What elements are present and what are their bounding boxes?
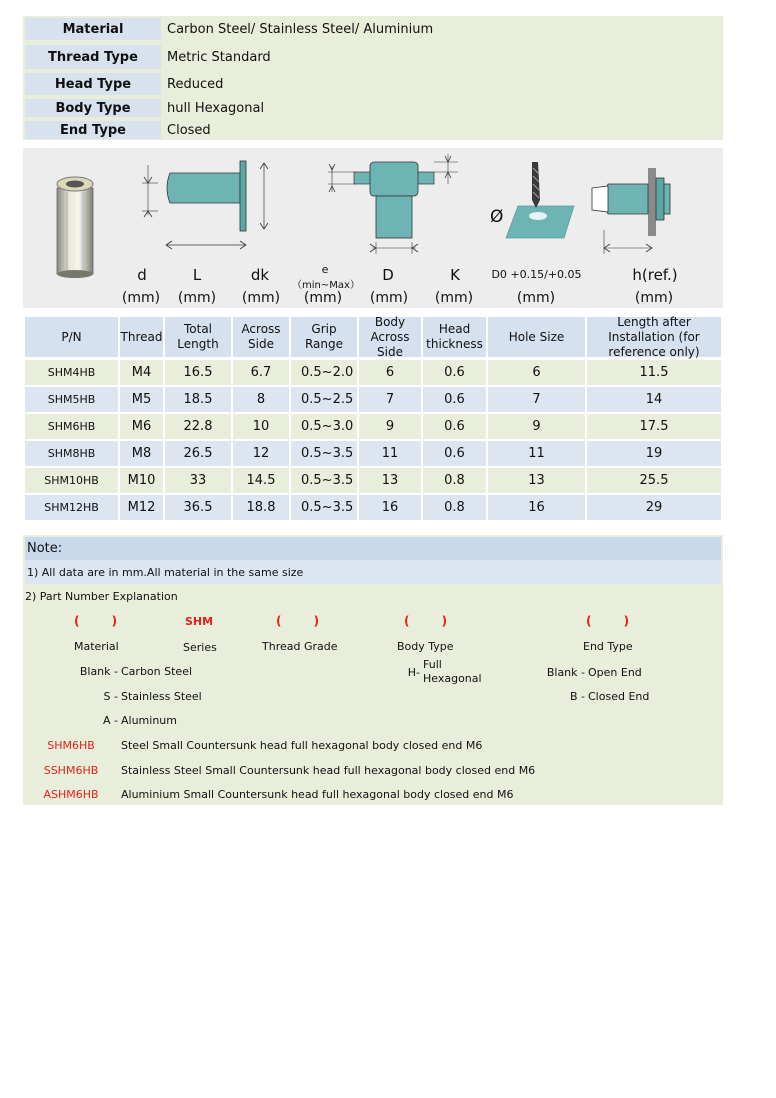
symbol-h-ref: h(ref.) <box>632 266 678 284</box>
symbol-K: K <box>450 266 460 284</box>
end-code-blank: Blank - <box>546 666 585 679</box>
cell-head-thickness: 0.6 <box>423 441 486 466</box>
col-header-thread: Thread <box>120 317 163 357</box>
pn-slot-body-type: ( ) <box>404 614 462 628</box>
cell-body-across-side: 11 <box>359 441 421 466</box>
unit-l: (mm) <box>177 290 217 306</box>
pn-series-code: SHM <box>185 615 214 628</box>
pn-slot-end-type: ( ) <box>586 614 644 628</box>
cell-grip-range: 0.5~3.5 <box>291 441 357 466</box>
cell-head-thickness: 0.6 <box>423 387 486 412</box>
cell-hole-size: 7 <box>488 387 585 412</box>
pn-slot-material: ( ) <box>74 614 132 628</box>
unit-hole: (mm) <box>516 290 556 306</box>
spec-label-head-type: Head Type <box>25 73 161 95</box>
cell-total-length: 33 <box>165 468 231 493</box>
cell-grip-range: 0.5~3.5 <box>291 468 357 493</box>
col-header-hole-size: Hole Size <box>488 317 585 357</box>
cell-grip-range: 0.5~2.0 <box>291 360 357 385</box>
caption-series: Series <box>183 641 217 654</box>
material-code-a: A - <box>103 714 118 727</box>
example-text-2: Stainless Steel Small Countersunk head full hexagonal body closed end M6 <box>121 764 536 777</box>
spec-value-thread-type: Metric Standard <box>167 49 271 65</box>
example-pn-2: SSHM6HB <box>43 764 99 777</box>
spec-label-thread-type: Thread Type <box>25 45 161 69</box>
cell-length-after-install: 17.5 <box>587 414 721 439</box>
cell-thread: M4 <box>120 360 163 385</box>
cell-body-across-side: 7 <box>359 387 421 412</box>
cell-body-across-side: 6 <box>359 360 421 385</box>
installed-view-diagram <box>590 168 720 258</box>
material-text-carbon: Carbon Steel <box>121 665 193 678</box>
cell-across-side: 12 <box>233 441 289 466</box>
col-header-length-after-install: Length after Installation (for reference only) <box>587 317 721 357</box>
cell-across-side: 8 <box>233 387 289 412</box>
symbol-diameter: Ø <box>490 207 504 227</box>
spec-label-body-type: Body Type <box>25 99 161 117</box>
col-header-head-thickness: Head thickness <box>423 317 486 357</box>
cell-body-across-side: 16 <box>359 495 421 520</box>
cell-total-length: 16.5 <box>165 360 231 385</box>
side-view-diagram <box>130 155 285 260</box>
col-header-pn: P/N <box>25 317 118 357</box>
unit-e: (mm) <box>303 290 343 306</box>
cell-grip-range: 0.5~3.5 <box>291 495 357 520</box>
cell-pn: SHM8HB <box>25 441 118 466</box>
cell-head-thickness: 0.8 <box>423 495 486 520</box>
symbol-l: L <box>192 266 202 284</box>
cell-hole-size: 13 <box>488 468 585 493</box>
cell-thread: M8 <box>120 441 163 466</box>
caption-thread-grade: Thread Grade <box>262 640 338 653</box>
body-code-h: H- <box>407 666 420 679</box>
unit-K: (mm) <box>434 290 474 306</box>
note-line-2: 2) Part Number Explanation <box>25 590 178 603</box>
cell-hole-size: 9 <box>488 414 585 439</box>
spec-label-material: Material <box>25 18 161 40</box>
cell-hole-size: 16 <box>488 495 585 520</box>
spec-value-material: Carbon Steel/ Stainless Steel/ Aluminium <box>167 21 434 37</box>
cell-across-side: 18.8 <box>233 495 289 520</box>
cell-pn: SHM10HB <box>25 468 118 493</box>
caption-body-type: Body Type <box>397 640 454 653</box>
cell-pn: SHM4HB <box>25 360 118 385</box>
cell-hole-size: 11 <box>488 441 585 466</box>
note-title: Note: <box>25 537 721 560</box>
example-pn-3: ASHM6HB <box>43 788 99 801</box>
material-text-stainless: Stainless Steel <box>121 690 202 703</box>
cell-grip-range: 0.5~3.0 <box>291 414 357 439</box>
spec-value-head-type: Reduced <box>167 76 224 92</box>
symbol-d0: D0 +0.15/+0.05 <box>491 268 582 281</box>
unit-D: (mm) <box>369 290 409 306</box>
end-code-b: B - <box>569 690 585 703</box>
col-header-total-length: Total Length <box>165 317 231 357</box>
cell-total-length: 26.5 <box>165 441 231 466</box>
cell-length-after-install: 25.5 <box>587 468 721 493</box>
cell-body-across-side: 13 <box>359 468 421 493</box>
cell-length-after-install: 29 <box>587 495 721 520</box>
caption-material: Material <box>74 640 119 653</box>
cell-grip-range: 0.5~2.5 <box>291 387 357 412</box>
end-text-closed: Closed End <box>588 690 650 703</box>
cell-across-side: 6.7 <box>233 360 289 385</box>
cell-length-after-install: 19 <box>587 441 721 466</box>
cell-length-after-install: 11.5 <box>587 360 721 385</box>
col-header-grip-range: Grip Range <box>291 317 357 357</box>
symbol-e: e <box>321 263 329 276</box>
cell-across-side: 10 <box>233 414 289 439</box>
cell-body-across-side: 9 <box>359 414 421 439</box>
install-view-diagram <box>322 152 472 260</box>
symbol-D: D <box>382 266 394 284</box>
cell-total-length: 36.5 <box>165 495 231 520</box>
spec-value-end-type: Closed <box>167 122 211 138</box>
cell-head-thickness: 0.6 <box>423 360 486 385</box>
cell-head-thickness: 0.8 <box>423 468 486 493</box>
symbol-d: d <box>137 266 147 284</box>
rivet-nut-photo <box>45 170 105 282</box>
cell-thread: M6 <box>120 414 163 439</box>
symbol-dk: dk <box>250 266 270 284</box>
cell-across-side: 14.5 <box>233 468 289 493</box>
cell-thread: M12 <box>120 495 163 520</box>
material-code-blank: Blank - <box>79 665 118 678</box>
cell-total-length: 18.5 <box>165 387 231 412</box>
cell-pn: SHM6HB <box>25 414 118 439</box>
col-header-across-side: Across Side <box>233 317 289 357</box>
example-text-1: Steel Small Countersunk head full hexagonal body closed end M6 <box>121 739 483 752</box>
pn-slot-thread-grade: ( ) <box>276 614 334 628</box>
end-text-open: Open End <box>588 666 642 679</box>
body-text-full-hexagonal: Full Hexagonal <box>423 658 482 684</box>
unit-h: (mm) <box>634 290 674 306</box>
example-pn-1: SHM6HB <box>47 739 95 752</box>
cell-pn: SHM12HB <box>25 495 118 520</box>
material-code-s: S - <box>103 690 118 703</box>
symbol-e-range: （min~Max） <box>292 280 360 291</box>
caption-end-type: End Type <box>583 640 633 653</box>
cell-length-after-install: 14 <box>587 387 721 412</box>
example-text-3: Aluminium Small Countersunk head full hexagonal body closed end M6 <box>121 788 514 801</box>
cell-thread: M10 <box>120 468 163 493</box>
cell-pn: SHM5HB <box>25 387 118 412</box>
unit-d: (mm) <box>121 290 161 306</box>
spec-value-body-type: hull Hexagonal <box>167 100 265 116</box>
col-header-body-across-side: Body Across Side <box>359 317 421 357</box>
note-line-1: 1) All data are in mm.All material in the same size <box>25 560 721 584</box>
drill-hole-diagram <box>496 160 576 242</box>
cell-total-length: 22.8 <box>165 414 231 439</box>
material-text-aluminum: Aluminum <box>121 714 177 727</box>
spec-label-end-type: End Type <box>25 121 161 139</box>
cell-thread: M5 <box>120 387 163 412</box>
cell-head-thickness: 0.6 <box>423 414 486 439</box>
unit-dk: (mm) <box>241 290 281 306</box>
cell-hole-size: 6 <box>488 360 585 385</box>
